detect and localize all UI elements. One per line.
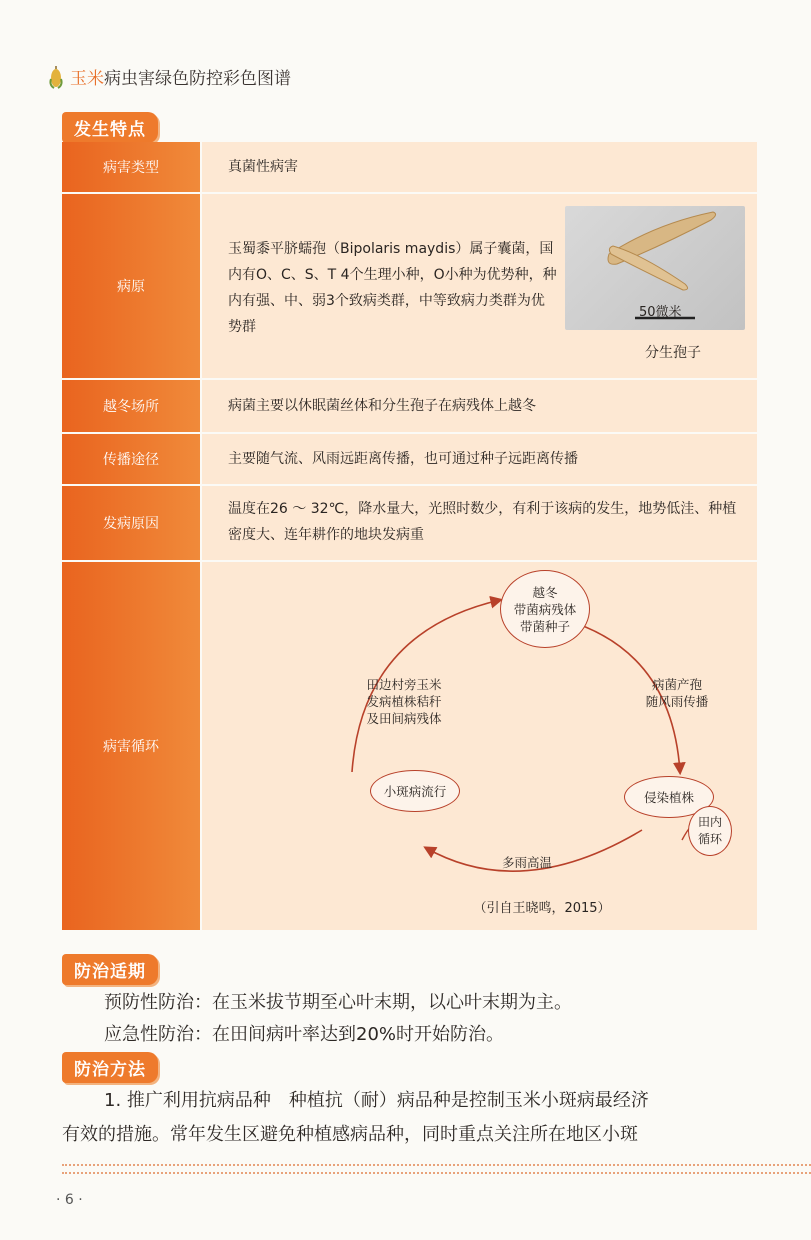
row-value: 主要随气流、风雨远距离传播，也可通过种子远距离传播	[202, 434, 757, 484]
section-title-timing: 防治适期	[62, 954, 158, 985]
scale-label: 50微米	[639, 305, 682, 320]
spore-photo	[565, 206, 745, 330]
section-title-methods: 防治方法	[62, 1052, 158, 1083]
row-label: 传播途径	[62, 434, 200, 484]
node-overwintering: 越冬 带菌病残体 带菌种子	[500, 570, 590, 648]
label-rain-heat: 多雨高温	[501, 855, 552, 870]
disease-cycle-diagram	[202, 562, 757, 930]
corn-icon	[48, 65, 64, 89]
row-label: 病原	[62, 194, 200, 378]
running-header	[48, 64, 291, 89]
row-value: 病菌主要以休眠菌丝体和分生孢子在病残体上越冬	[202, 380, 757, 432]
photo-caption: 分生孢子	[645, 345, 701, 361]
node-epidemic: 小斑病流行	[370, 770, 460, 812]
row-label: 病害循环	[62, 562, 200, 930]
node-field-cycle: 田内 循环	[688, 806, 732, 856]
header-title-rest: 病虫害绿色防控彩色图谱	[104, 69, 291, 89]
footer-divider	[62, 1164, 811, 1174]
node-infect-plant: 侵染植株	[624, 776, 714, 818]
label-spore-spread: 病菌产孢 随风雨传播	[645, 677, 709, 709]
cycle-arrows	[202, 562, 757, 930]
table-row	[62, 194, 757, 378]
methods-line-1: 1. 推广利用抗病品种 种植抗（耐）病品种是控制玉米小斑病最经济	[104, 1090, 649, 1111]
header-title-highlight: 玉米	[70, 69, 104, 89]
table-row	[62, 142, 757, 192]
row-label: 病害类型	[62, 142, 200, 192]
row-label: 发病原因	[62, 486, 200, 560]
timing-line-2: 应急性防治：在田间病叶率达到20%时开始防治。	[104, 1024, 505, 1045]
row-value: 真菌性病害	[202, 142, 757, 192]
table-row	[62, 486, 757, 560]
row-value: 温度在26 ～ 32℃，降水量大，光照时数少，有利于该病的发生，地势低洼、种植密度大、连年耕作的地块发病重	[202, 486, 757, 560]
table-row	[62, 380, 757, 432]
pathogen-text: 玉蜀黍平脐蠕孢（Bipolaris maydis）属子囊菌，国内有O、C、S、T 4个生理小种，O小种为优势种，种内有强、中、弱3个致病类群，中等致病力类群为优势群	[228, 241, 557, 335]
citation: （引自王晓鸣，2015）	[473, 901, 611, 916]
timing-line-1: 预防性防治：在玉米拔节期至心叶末期，以心叶末期为主。	[104, 992, 572, 1013]
row-label: 越冬场所	[62, 380, 200, 432]
label-source: 田边村旁玉米 发病植株秸秆 及田间病残体	[366, 677, 442, 726]
section-title-occurrence: 发生特点	[62, 112, 158, 143]
table-row	[62, 434, 757, 484]
methods-line-2: 有效的措施。常年发生区避免种植感病品种，同时重点关注所在地区小斑	[62, 1124, 638, 1145]
page-number: · 6 ·	[56, 1192, 83, 1208]
row-value	[202, 194, 757, 378]
